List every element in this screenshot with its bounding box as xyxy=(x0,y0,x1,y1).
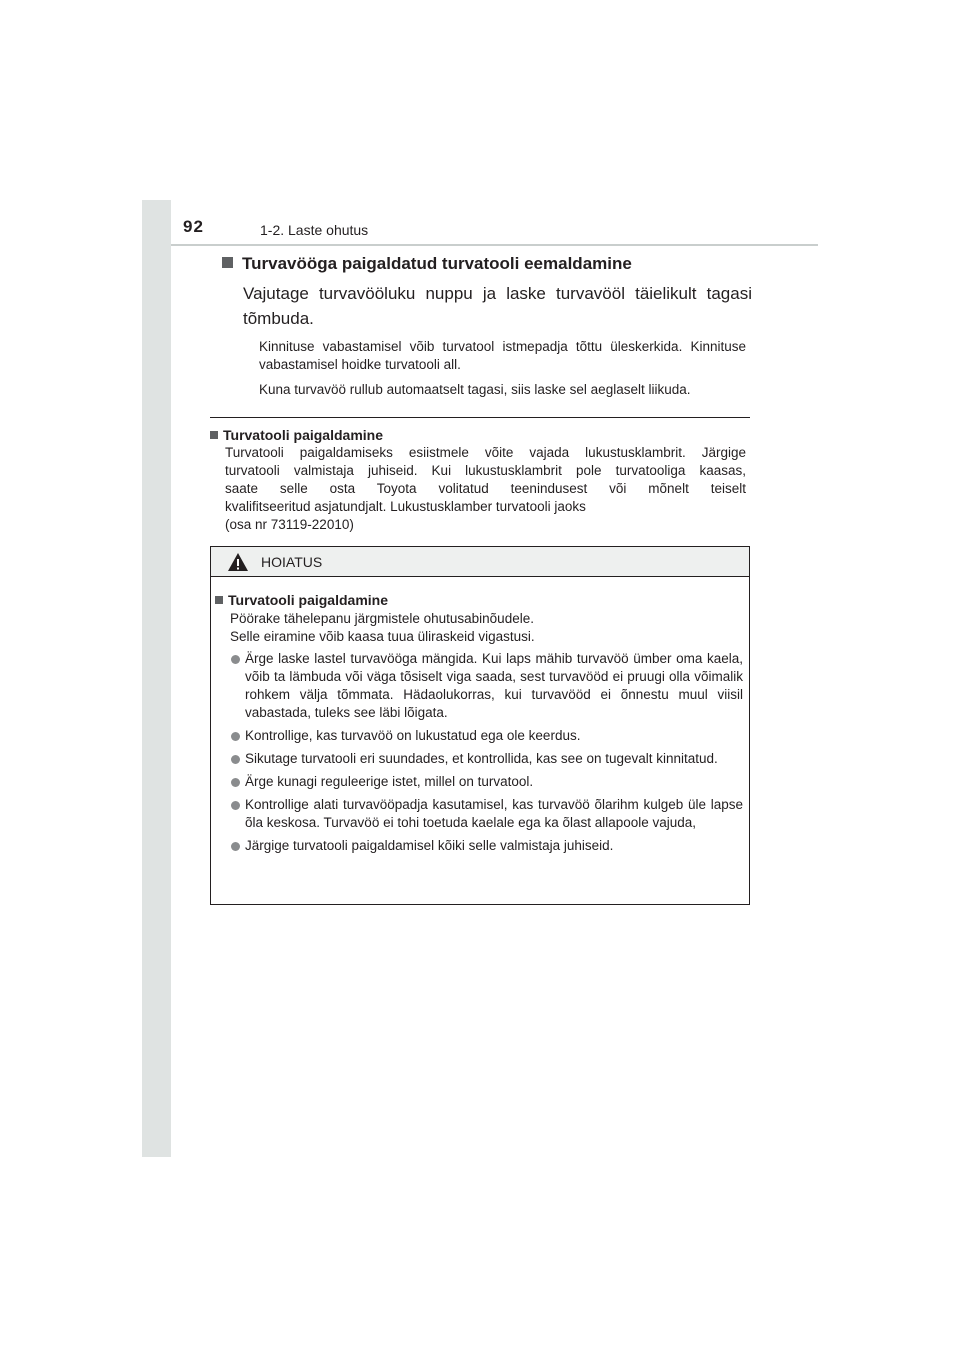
info-line: kvalifitseeritud asjatundjalt. Lukustusklamber turvatooli jaoks xyxy=(225,499,586,514)
warning-box xyxy=(210,546,750,905)
main-heading-text: Turvavööga paigaldatud turvatooli eemaldamine xyxy=(242,254,632,273)
warning-bullet-text: Ärge kunagi reguleerige istet, millel on turvatool. xyxy=(245,774,534,789)
warning-intro-line: Pöörake tähelepanu järgmistele ohutusabinõudele. xyxy=(230,611,534,626)
warning-bullet xyxy=(215,796,743,832)
warning-intro xyxy=(230,610,743,646)
info-line: turvatooli valmistaja juhiseid. Kui lukustusklambrit pole turvatooliga kaasas, xyxy=(225,463,746,478)
circle-bullet-icon xyxy=(231,755,240,764)
warning-bullet-text: Kontrollige, kas turvavöö on lukustatud ega ole keerdus. xyxy=(245,728,581,743)
square-bullet-icon xyxy=(215,596,223,604)
info-line: saate selle osta Toyota volitatud teenindusest või mõnelt teiselt xyxy=(225,481,746,496)
info-heading-text: Turvatooli paigaldamine xyxy=(223,427,383,443)
warning-bullet-text: Sikutage turvatooli eri suundades, et kontrollida, kas see on tugevalt kinnitatud. xyxy=(245,751,718,766)
square-bullet-icon xyxy=(222,257,233,268)
square-bullet-icon xyxy=(210,431,218,439)
warning-triangle-icon xyxy=(227,552,249,572)
warning-title: HOIATUS xyxy=(261,553,323,570)
circle-bullet-icon xyxy=(231,778,240,787)
header-rule xyxy=(171,244,818,246)
section-title: 1-2. Laste ohutus xyxy=(260,222,369,238)
warning-bullet-text: Ärge laske lastel turvavööga mängida. Kui laps mähib turvavöö ümber oma kaela, võib ta lämbuda või väga tõsiselt viga saada, sest turvavööd ei pruugi olla võimalik rohkem välja tõmmata. Hädaolukorras, kui turvavööd ei õnnestu muul viisil vabastada, tuleks see läbi lõigata. xyxy=(245,651,743,720)
section-divider xyxy=(210,417,750,418)
warning-bullet-list xyxy=(215,650,743,855)
warning-heading xyxy=(215,591,743,609)
warning-heading-text: Turvatooli paigaldamine xyxy=(228,592,388,608)
warning-header xyxy=(211,547,749,577)
info-text xyxy=(225,444,746,534)
warning-bullet-text: Järgige turvatooli paigaldamisel kõiki selle valmistaja juhiseid. xyxy=(245,838,614,853)
info-heading xyxy=(210,426,746,444)
main-section xyxy=(222,254,752,399)
circle-bullet-icon xyxy=(231,801,240,810)
main-instruction: Vajutage turvavööluku nuppu ja laske turvavööl täielikult tagasi tõmbuda. xyxy=(243,284,752,328)
page-number: 92 xyxy=(183,217,204,236)
warning-bullet xyxy=(215,650,743,722)
warning-bullet xyxy=(215,773,743,791)
warning-bullet xyxy=(215,837,743,855)
warning-bullet-text: Kontrollige alati turvavööpadja kasutamisel, kas turvavöö õlarihm kulgeb üle lapse õla keskosa. Turvavöö ei tohi toetuda kaelale ega ka õlast allapoole vajuda, xyxy=(245,797,743,830)
warning-bullet xyxy=(215,727,743,745)
warning-bullet xyxy=(215,750,743,768)
circle-bullet-icon xyxy=(231,732,240,741)
info-section xyxy=(210,426,746,534)
circle-bullet-icon xyxy=(231,655,240,664)
main-heading xyxy=(222,254,752,274)
main-note-1: Kinnituse vabastamisel võib turvatool istmepadja tõttu üleskerkida. Kinnituse vabastamisel hoidke turvatooli all. xyxy=(259,339,746,372)
info-line: (osa nr 73119-22010) xyxy=(225,517,354,532)
circle-bullet-icon xyxy=(231,842,240,851)
side-tab-strip xyxy=(142,200,171,1157)
warning-intro-line: Selle eiramine võib kaasa tuua üliraskeid vigastusi. xyxy=(230,629,535,644)
main-note-2: Kuna turvavöö rullub automaatselt tagasi, siis laske sel aeglaselt liikuda. xyxy=(259,382,691,397)
info-line: Turvatooli paigaldamiseks esiistmele võite vajada lukustusklambrit. Järgige xyxy=(225,445,746,460)
warning-body xyxy=(211,577,749,855)
